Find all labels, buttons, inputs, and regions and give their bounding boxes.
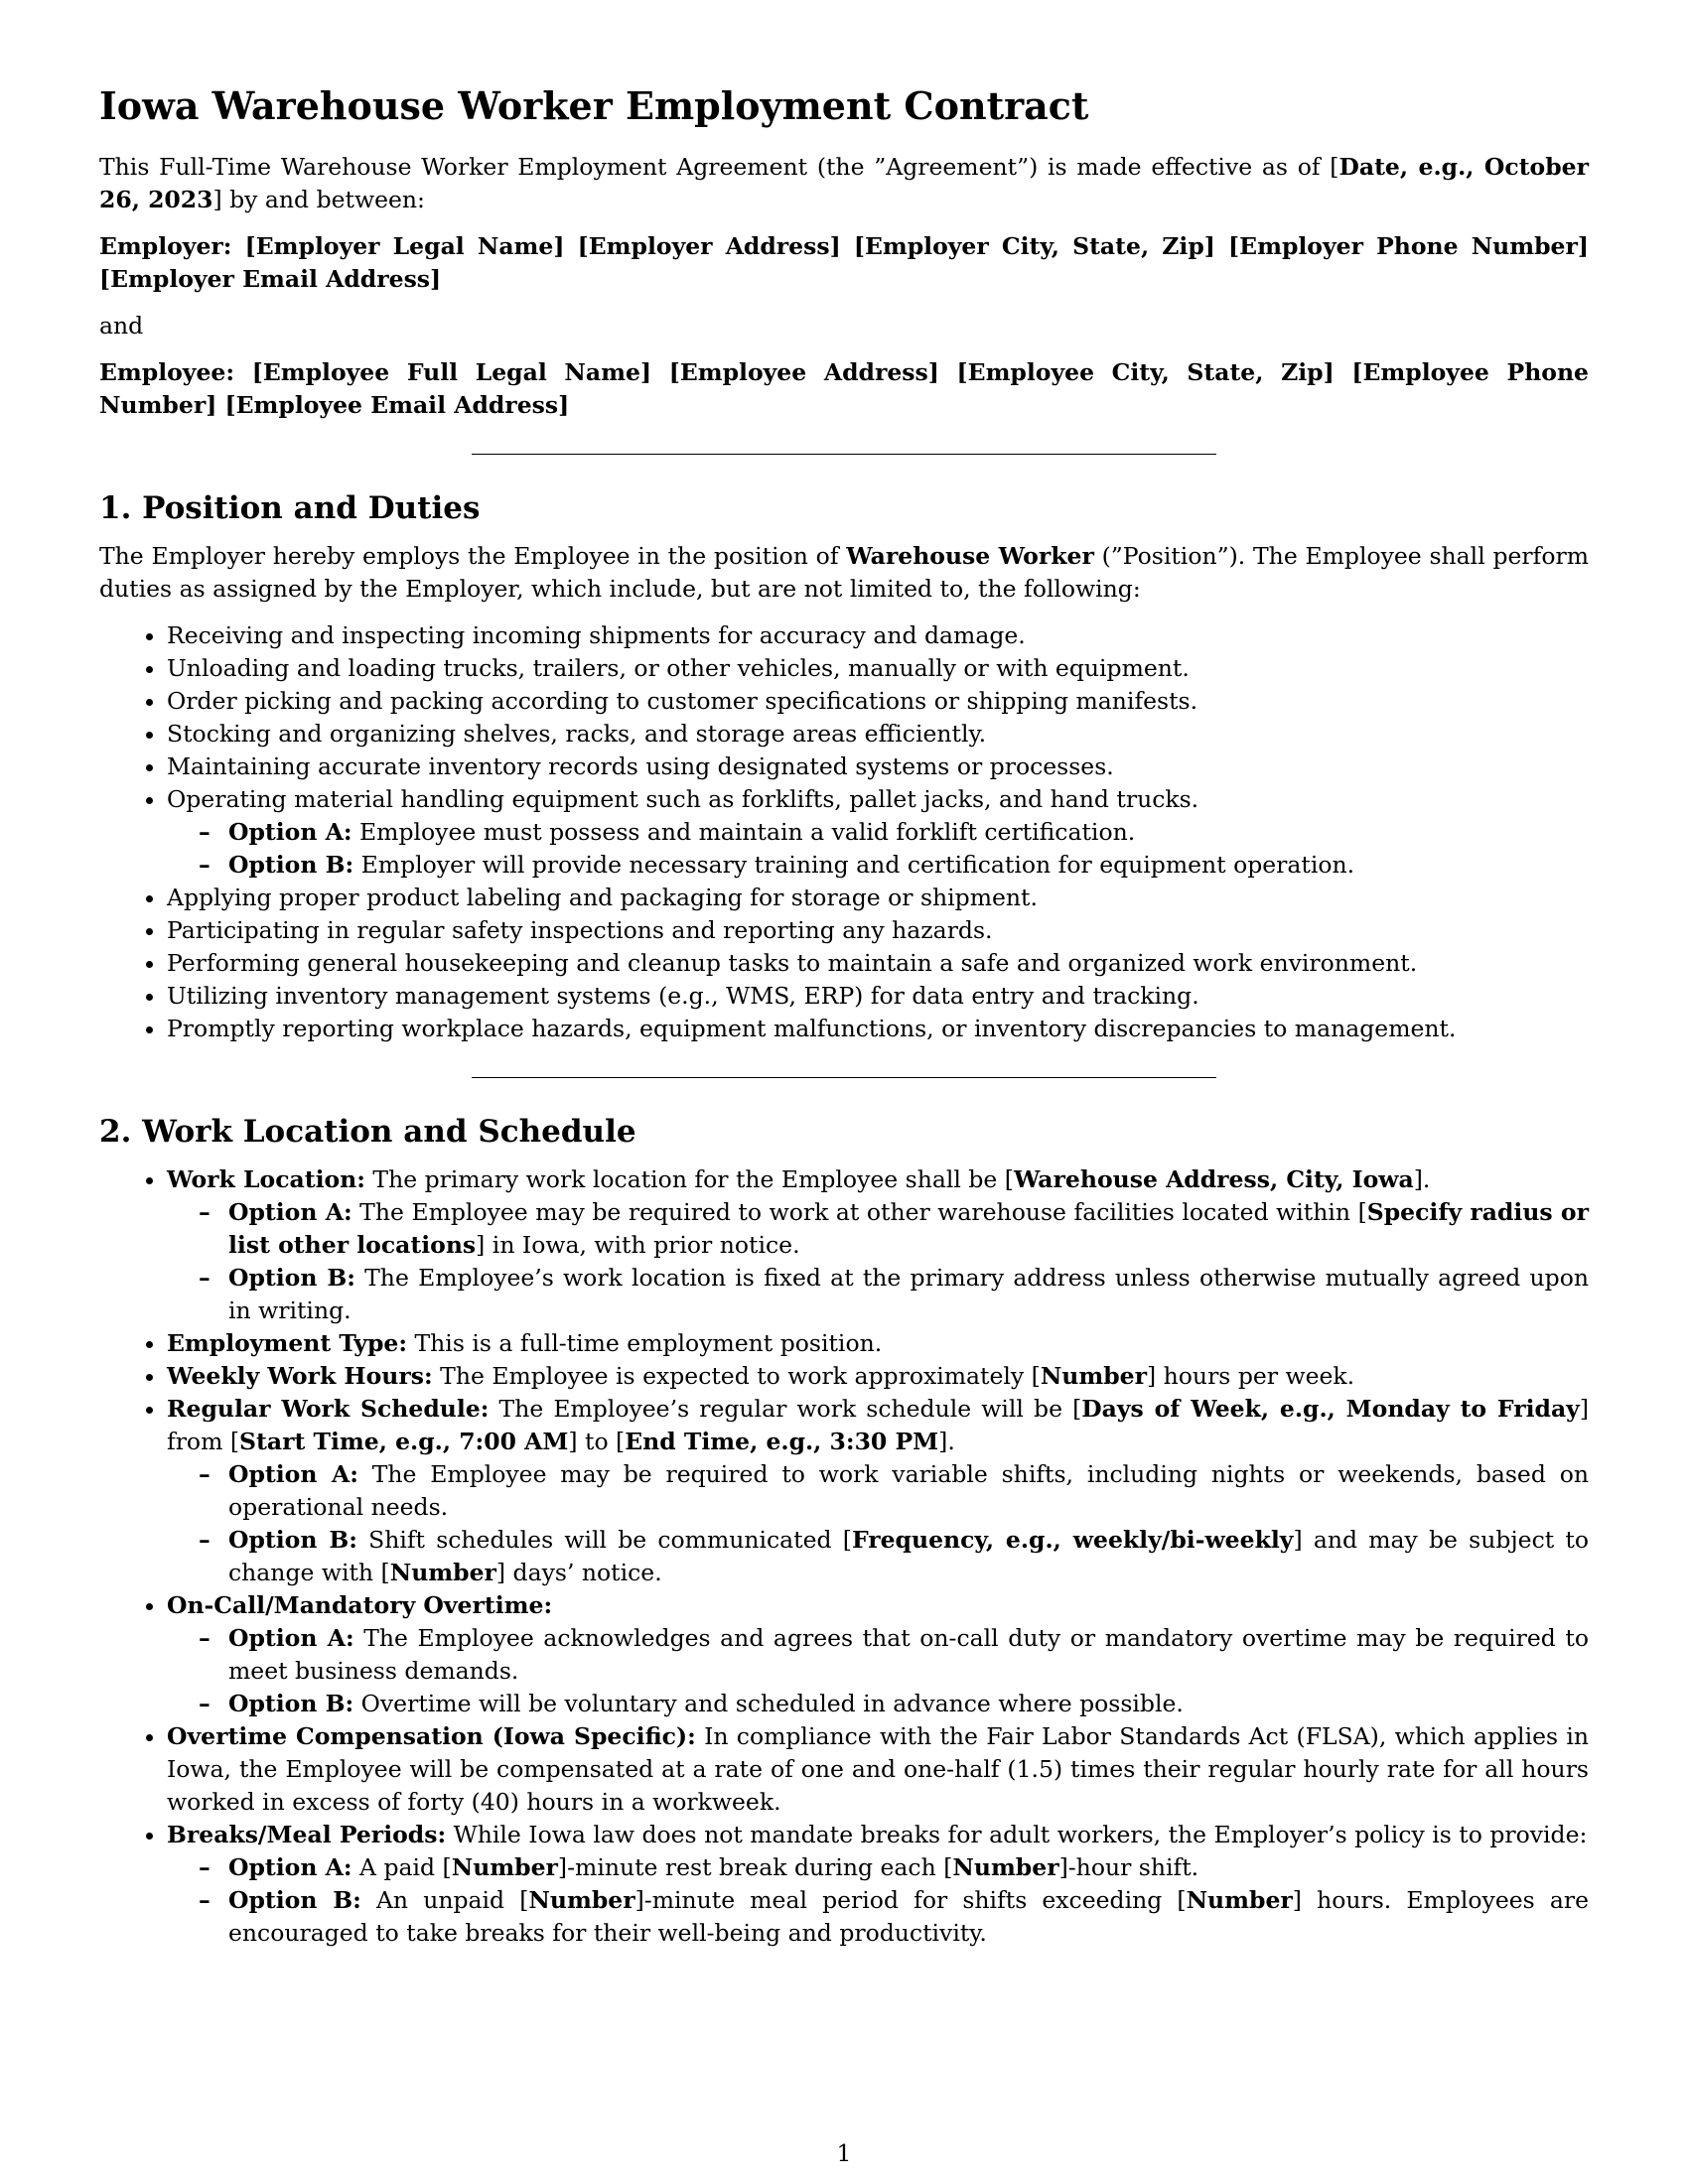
section-divider: [472, 454, 1216, 455]
document-title: Iowa Warehouse Worker Employment Contract: [99, 83, 1089, 128]
list-item: • Performing general housekeeping and cleanup tasks to maintain a safe and organized work environment.: [167, 947, 1589, 980]
list-item: • Operating material handling equipment such as forklifts, pallet jacks, and hand trucks. – Option A: Employee must possess and maintain a valid forklift certification. – Option B: Employer will provide necessary training and certification for equipment operation.: [167, 783, 1589, 882]
employee-block: Employee: [Employee Full Legal Name] [Employee Address] [Employee City, State, Zip] [Employee Phone Number] [Employee Email Address]: [99, 358, 1589, 419]
list-item: • Unloading and loading trucks, trailers, or other vehicles, manually or with equipment.: [167, 652, 1589, 685]
list-item: • Overtime Compensation (Iowa Specific): In compliance with the Fair Labor Standards Act (FLSA), which applies in Iowa, the Employee will be compensated at a rate of one and one-half (1.5) times their regular hourly rate for all hours worked in excess of forty (40) hours in a workweek.: [167, 1720, 1589, 1819]
position-title: Warehouse Worker: [846, 542, 1094, 570]
list-item: • Utilizing inventory management systems (e.g., WMS, ERP) for data entry and tracking.: [167, 980, 1589, 1013]
employer-label: Employer:: [99, 232, 245, 260]
list-item: • Employment Type: This is a full-time employment position.: [167, 1327, 1589, 1360]
schedule-options: [167, 1458, 1589, 1589]
duties-list: [99, 619, 1589, 1045]
list-item: • Maintaining accurate inventory records using designated systems or processes.: [167, 751, 1589, 783]
list-item: • On-Call/Mandatory Overtime: – Option A: The Employee acknowledges and agrees that on-call duty or mandatory overtime may be required to meet business demands. – Option B: Overtime will be voluntary and scheduled in advance where possible.: [167, 1589, 1589, 1720]
oncall-options: [167, 1622, 1589, 1720]
document-page: [99, 83, 1589, 1950]
option-item: – Option B: Shift schedules will be communicated [Frequency, e.g., weekly/bi-weekly] and may be subject to change with [Number] days’ notice.: [228, 1524, 1589, 1589]
section-2-heading: 2. Work Location and Schedule: [99, 1114, 636, 1150]
list-item: • Weekly Work Hours: The Employee is expected to work approximately [Number] hours per week.: [167, 1360, 1589, 1393]
effective-date: Date, e.g., October 26, 2023: [99, 153, 1589, 213]
list-item: • Order picking and packing according to customer specifications or shipping manifests.: [167, 685, 1589, 718]
intro-paragraph: This Full-Time Warehouse Worker Employment Agreement (the ”Agreement”) is made effective as of [Date, e.g., October 26, 2023] by and between:: [99, 153, 1589, 213]
option-item: – Option A: The Employee acknowledges and agrees that on-call duty or mandatory overtime may be required to meet business demands.: [228, 1622, 1589, 1688]
list-item: • Stocking and organizing shelves, racks, and storage areas efficiently.: [167, 718, 1589, 751]
section-divider: [472, 1077, 1216, 1078]
section-1-paragraph: The Employer hereby employs the Employee in the position of Warehouse Worker (”Position”). The Employee shall perform duties as assigned by the Employer, which include, but are not limited to, the following:: [99, 542, 1590, 603]
option-item: – Option B: Employer will provide necessary training and certification for equipment operation.: [228, 849, 1589, 882]
option-item: – Option B: An unpaid [Number]-minute meal period for shifts exceeding [Number] hours. Employees are encouraged to take breaks for their well-being and productivity.: [228, 1884, 1589, 1950]
option-item: – Option A: Employee must possess and maintain a valid forklift certification.: [228, 816, 1589, 849]
list-item: • Breaks/Meal Periods: While Iowa law does not mandate breaks for adult workers, the Employer’s policy is to provide: – Option A: A paid [Number]-minute rest break during each [Number]-hour shift. – Option B: An unpaid [Number]-minute meal period for shifts exceeding [Number] hours. Employees are encouraged to take breaks for their well-being and productivity.: [167, 1819, 1589, 1950]
option-item: – Option A: A paid [Number]-minute rest break during each [Number]-hour shift.: [228, 1851, 1589, 1884]
equipment-options: [167, 816, 1589, 882]
option-item: – Option B: The Employee’s work location is fixed at the primary address unless otherwise mutually agreed upon in writing.: [228, 1262, 1589, 1327]
list-item: • Receiving and inspecting incoming shipments for accuracy and damage.: [167, 619, 1589, 652]
section-1-heading: 1. Position and Duties: [99, 490, 481, 526]
and-text: and: [99, 312, 144, 340]
list-item: • Participating in regular safety inspections and reporting any hazards.: [167, 914, 1589, 947]
break-options: [167, 1851, 1589, 1950]
location-options: [167, 1196, 1589, 1327]
list-item: • Applying proper product labeling and packaging for storage or shipment.: [167, 882, 1589, 914]
schedule-list: [99, 1163, 1589, 1950]
page-number: 1: [836, 2139, 852, 2167]
employee-label: Employee:: [99, 358, 252, 386]
list-item: • Regular Work Schedule: The Employee’s regular work schedule will be [Days of Week, e.g., Monday to Friday] from [Start Time, e.g., 7:00 AM] to [End Time, e.g., 3:30 PM]. – Option A: The Employee may be required to work variable shifts, including nights or weekends, based on operational needs. – Option B: Shift schedules will be communicated [Frequency, e.g., weekly/bi-weekly] and may be subject to change with [Number] days’ notice.: [167, 1393, 1589, 1589]
list-item: • Work Location: The primary work location for the Employee shall be [Warehouse Address, City, Iowa]. – Option A: The Employee may be required to work at other warehouse facilities located within [Specify radius or list other locations] in Iowa, with prior notice. – Option B: The Employee’s work location is fixed at the primary address unless otherwise mutually agreed upon in writing.: [167, 1163, 1589, 1327]
list-item: • Promptly reporting workplace hazards, equipment malfunctions, or inventory discrepancies to management.: [167, 1013, 1589, 1045]
employer-block: Employer: [Employer Legal Name] [Employer Address] [Employer City, State, Zip] [Employer Phone Number] [Employer Email Address]: [99, 232, 1590, 293]
option-item: – Option A: The Employee may be required to work at other warehouse facilities located within [Specify radius or list other locations] in Iowa, with prior notice.: [228, 1196, 1589, 1262]
option-item: – Option A: The Employee may be required to work variable shifts, including nights or weekends, based on operational needs.: [228, 1458, 1589, 1524]
option-item: – Option B: Overtime will be voluntary and scheduled in advance where possible.: [228, 1688, 1589, 1720]
